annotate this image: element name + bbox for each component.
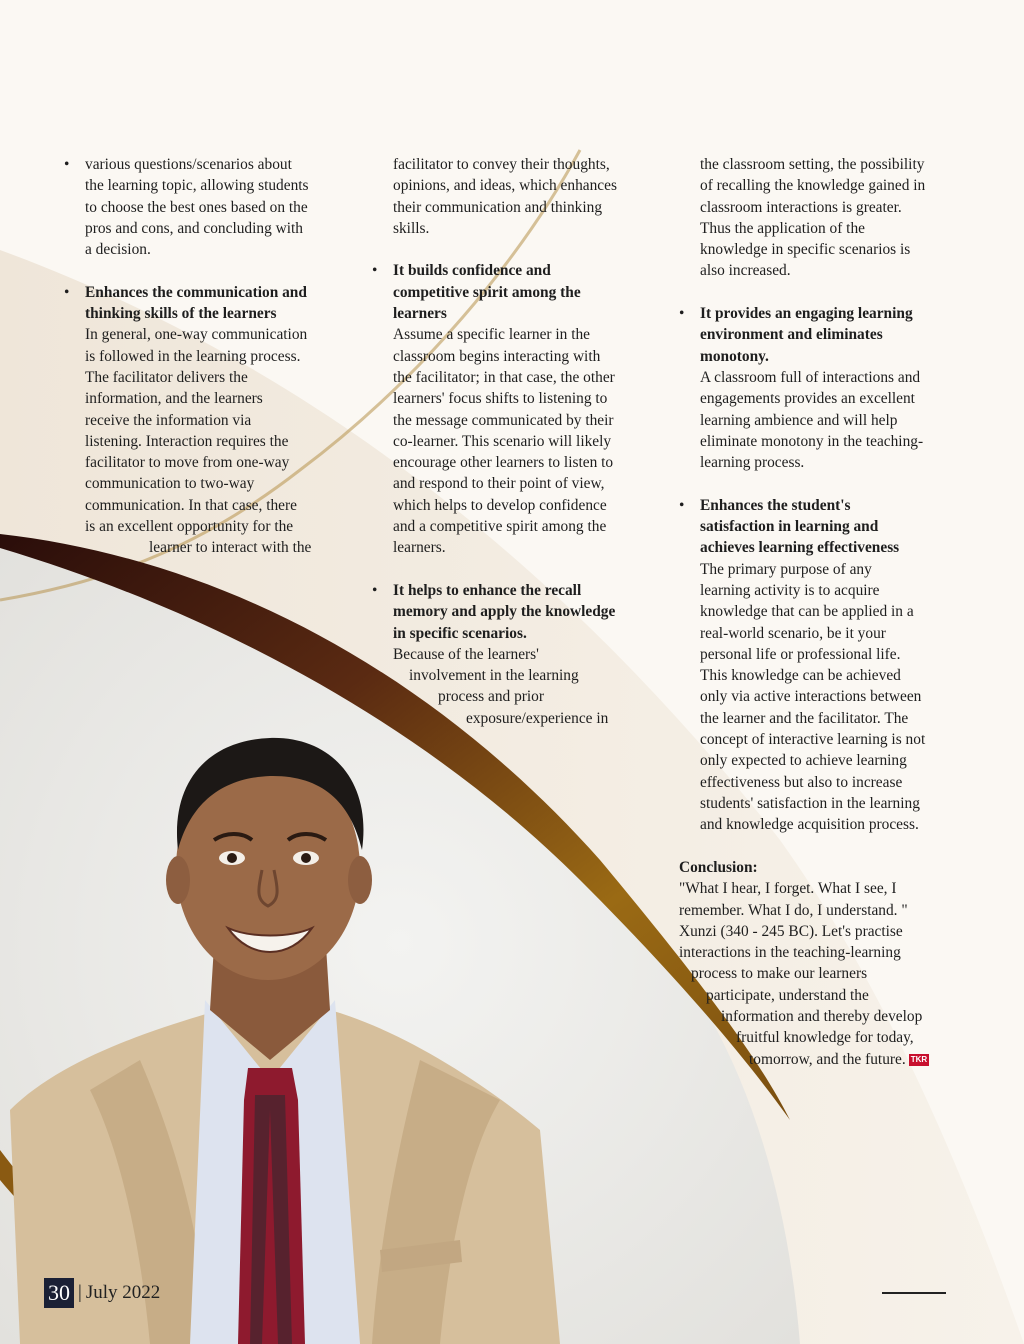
text-line: interactions in the teaching-learning <box>679 944 901 962</box>
bullet-heading <box>393 260 662 324</box>
conclusion-heading: Conclusion: <box>679 859 758 876</box>
text-line: and knowledge acquisition process. <box>700 816 919 834</box>
text-line: The facilitator delivers the <box>85 368 248 386</box>
text-line: the facilitator; in that case, the other <box>393 368 615 386</box>
footer-rule <box>882 1292 946 1294</box>
text-line: the learning topic, allowing students <box>85 177 309 195</box>
bullet-communication-skills <box>64 282 354 559</box>
continued-text <box>372 154 662 239</box>
text-line: fruitful knowledge for today, <box>736 1029 914 1047</box>
bullet-heading <box>393 580 662 644</box>
text-line: and a competitive spirit among the <box>393 518 607 536</box>
text-line: a decision. <box>85 241 151 259</box>
text-line: real-world scenario, be it your <box>700 624 886 642</box>
text-line: classroom begins interacting with <box>393 347 601 365</box>
text-line: communication. In that case, there <box>85 496 297 514</box>
text-line: receive the information via <box>85 411 252 429</box>
heading-line: It builds confidence and <box>393 262 551 280</box>
text-line: This knowledge can be achieved <box>700 667 901 685</box>
page-number: 30 <box>44 1278 74 1308</box>
text-line: In general, one-way communication <box>85 326 308 344</box>
text-line: only expected to achieve learning <box>700 752 907 770</box>
bullet-dot: • <box>679 496 685 514</box>
text-line: Because of the learners' <box>393 645 539 663</box>
bullet-dot: • <box>64 283 70 301</box>
text-line: the learner and the facilitator. The <box>700 709 909 727</box>
heading-line: It provides an engaging learning <box>700 305 913 323</box>
heading-line: achieves learning effectiveness <box>700 539 900 557</box>
text-line: eliminate monotony in the teaching- <box>700 432 924 450</box>
text-line: facilitator to move from one-way <box>85 454 290 472</box>
text-line: the classroom setting, the possibility <box>700 156 925 173</box>
text-line: opinions, and ideas, which enhances <box>393 177 617 195</box>
heading-line: It helps to enhance the recall <box>393 581 582 599</box>
text-line: the message communicated by their <box>393 411 614 429</box>
footer-separator: | <box>78 1282 82 1303</box>
text-line: information and thereby develop <box>721 1008 923 1026</box>
text-line: A classroom full of interactions and <box>700 368 921 386</box>
final-line <box>679 1049 979 1070</box>
bullet-dot: • <box>372 581 378 599</box>
text-line: participate, understand the <box>706 986 869 1004</box>
text-line: exposure/experience in <box>466 709 609 727</box>
continued-text <box>679 154 969 282</box>
issue-date: July 2022 <box>85 1282 161 1303</box>
text-line: effectiveness but also to increase <box>700 773 903 791</box>
bullet-body <box>393 644 662 729</box>
text-line: learners. <box>393 539 446 557</box>
bullet-dot: • <box>372 262 378 280</box>
end-mark-logo: TKR <box>910 1054 928 1064</box>
text-line: engagements provides an excellent <box>700 390 915 408</box>
text-line: information, and the learners <box>85 390 263 408</box>
page-footer <box>44 1278 160 1308</box>
text-line: only via active interactions between <box>700 688 922 706</box>
bullet-body <box>85 154 354 260</box>
text-line: co-learner. This scenario will likely <box>393 432 612 450</box>
text-line: learning process. <box>700 454 805 472</box>
text-line: personal life or professional life. <box>700 645 901 663</box>
text-line: facilitator to convey their thoughts, <box>393 156 610 173</box>
heading-line: in specific scenarios. <box>393 624 527 642</box>
text-line: Xunzi (340 - 245 BC). Let's practise <box>679 922 903 940</box>
text-line: is an excellent opportunity for the <box>85 518 294 536</box>
text-line: concept of interactive learning is not <box>700 731 926 749</box>
text-line: which helps to develop confidence <box>393 496 607 514</box>
heading-line: learners <box>393 305 447 323</box>
text-line: skills. <box>393 219 430 237</box>
text-line: students' satisfaction in the learning <box>700 794 920 812</box>
text-line: is followed in the learning process. <box>85 347 301 365</box>
bullet-scenarios <box>64 154 354 260</box>
text-line: and respond to their point of view, <box>393 475 605 493</box>
heading-line: Enhances the communication and <box>85 283 307 301</box>
text-line: classroom interactions is greater. <box>700 198 902 216</box>
bullet-body <box>700 559 969 836</box>
column-2 <box>372 154 662 750</box>
bullet-engaging-environment <box>679 303 969 473</box>
text-line: tomorrow, and the future. <box>749 1050 906 1068</box>
text-line: The primary purpose of any <box>700 560 872 578</box>
text-line: learners' focus shifts to listening to <box>393 390 608 408</box>
heading-line: thinking skills of the learners <box>85 305 277 323</box>
heading-line: memory and apply the knowledge <box>393 603 616 621</box>
bullet-heading <box>85 282 354 325</box>
bullet-heading <box>700 495 969 559</box>
text-line: knowledge that can be applied in a <box>700 603 914 621</box>
heading-line: Enhances the student's <box>700 496 851 514</box>
bullet-recall-memory <box>372 580 662 729</box>
text-line: Thus the application of the <box>700 219 865 237</box>
conclusion-section <box>679 857 979 1070</box>
text-line: also increased. <box>700 262 791 280</box>
text-line: their communication and thinking <box>393 198 603 216</box>
text-line: learner to interact with the <box>149 539 312 557</box>
text-line: communication to two-way <box>85 475 255 493</box>
bullet-dot: • <box>679 305 685 323</box>
bullet-body <box>393 324 662 558</box>
column-1 <box>64 154 354 580</box>
text-line: learning activity is to acquire <box>700 581 880 599</box>
column-3 <box>679 154 969 857</box>
heading-line: environment and eliminates <box>700 326 883 344</box>
text-line: Assume a specific learner in the <box>393 326 591 344</box>
text-line: process to make our learners <box>691 965 868 983</box>
text-line: of recalling the knowledge gained in <box>700 177 926 195</box>
bullet-heading <box>700 303 969 367</box>
text-line: remember. What I do, I understand. " <box>679 901 908 919</box>
text-line: "What I hear, I forget. What I see, I <box>679 880 897 898</box>
text-line: learning ambience and will help <box>700 411 898 429</box>
text-line: involvement in the learning <box>409 667 579 685</box>
text-line: to choose the best ones based on the <box>85 198 308 216</box>
bullet-confidence <box>372 260 662 558</box>
text-line: listening. Interaction requires the <box>85 432 289 450</box>
heading-line: competitive spirit among the <box>393 283 581 301</box>
bullet-body <box>700 367 969 473</box>
text-line: encourage other learners to listen to <box>393 454 614 472</box>
text-line: knowledge in specific scenarios is <box>700 241 911 259</box>
bullet-student-satisfaction <box>679 495 969 836</box>
text-line: process and prior <box>438 688 544 706</box>
heading-line: satisfaction in learning and <box>700 518 879 536</box>
heading-line: monotony. <box>700 347 769 365</box>
text-line: various questions/scenarios about <box>85 156 292 173</box>
bullet-body <box>85 324 354 558</box>
bullet-dot: • <box>64 156 70 173</box>
text-line: pros and cons, and concluding with <box>85 219 303 237</box>
